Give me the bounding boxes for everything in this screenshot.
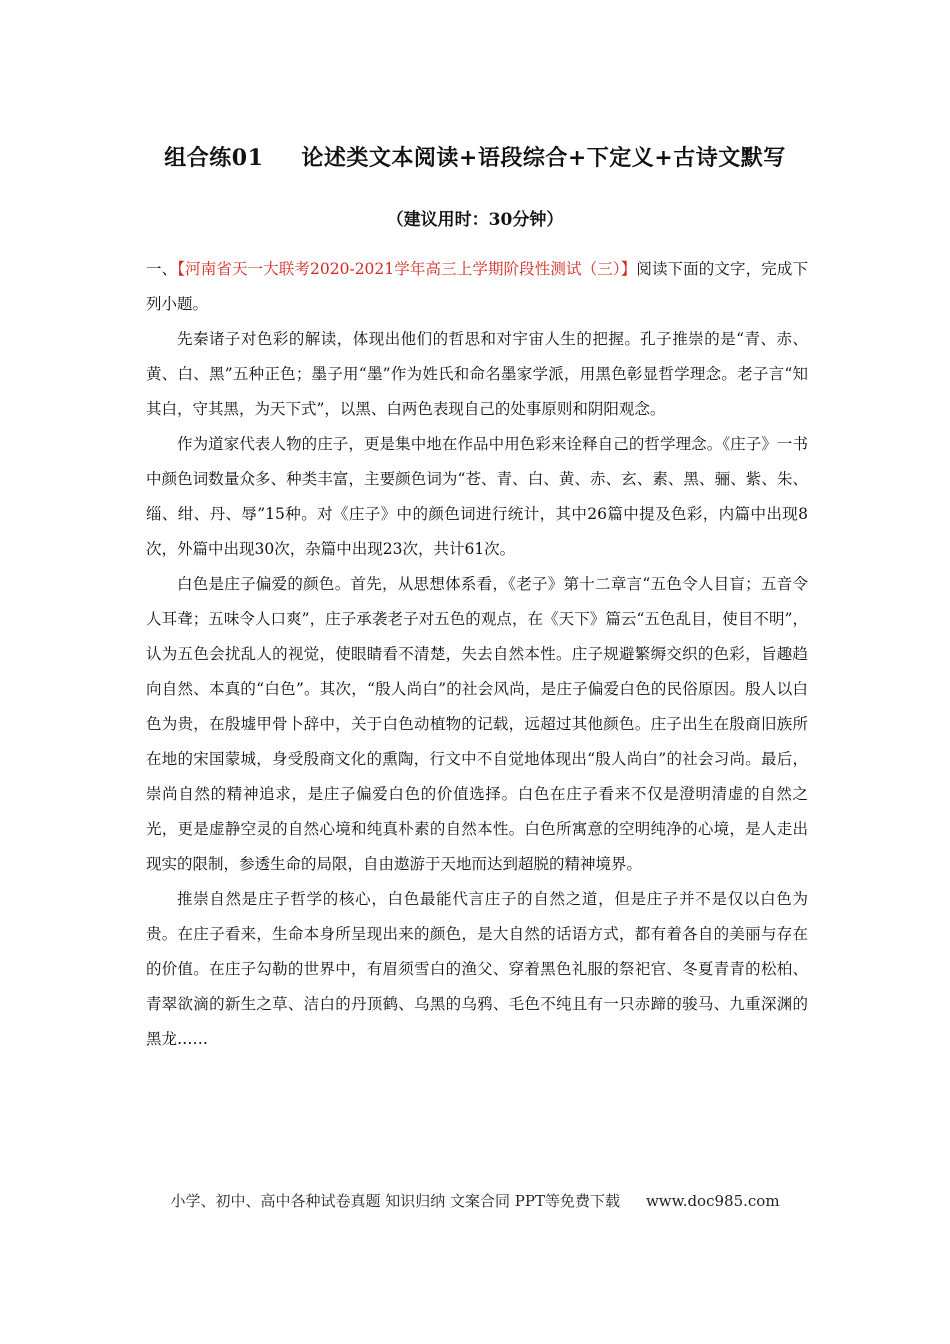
page-footer (0, 1190, 950, 1211)
passage-paragraph-4: 推崇自然是庄子哲学的核心，白色最能代言庄子的自然之道，但是庄子并不是仅以白色为贵。在庄子看来，生命本身所呈现出来的颜色，是大自然的话语方式，都有着各自的美丽与存在的价值。在庄子勾勒的世界中，有眉须雪白的渔父、穿着黑色礼服的祭祀官、冬夏青青的松柏、青翠欲滴的新生之草、洁白的丹顶鹤、乌黑的乌鸦、毛色不纯且有一只赤蹄的骏马、九重深渊的黑龙…… (146, 890, 808, 1048)
title-series: 组合练01 (164, 145, 264, 171)
page-title (0, 141, 950, 172)
question-number: 一、 (146, 260, 178, 278)
passage-paragraph-3: 白色是庄子偏爱的颜色。首先，从思想体系看，《老子》第十二章言“五色令人目盲；五音令人耳聋；五味令人口爽”，庄子承袭老子对五色的观点，在《天下》篇云“五色乱目，使目不明”，认为五色会扰乱人的视觉，使眼睛看不清楚，失去自然本性。庄子规避繁缛交织的色彩，旨趣趋向自然、本真的“白色”。其次，“殷人尚白”的社会风尚，是庄子偏爱白色的民俗原因。殷人以白色为贵，在殷墟甲骨卜辞中，关于白色动植物的记载，远超过其他颜色。庄子出生在殷商旧族所在地的宋国蒙城，身受殷商文化的熏陶，行文中不自觉地体现出“殷人尚白”的社会习尚。最后，崇尚自然的精神追求，是庄子偏爱白色的价值选择。白色在庄子看来不仅是澄明清虚的自然之光，更是虚静空灵的自然心境和纯真朴素的自然本性。白色所寓意的空明纯净的心境，是人走出现实的限制，参透生命的局限，自由遨游于天地而达到超脱的精神境界。 (146, 575, 808, 873)
passage-paragraph-1: 先秦诸子对色彩的解读，体现出他们的哲思和对宇宙人生的把握。孔子推崇的是“青、赤、黄、白、黑”五种正色；墨子用“墨”作为姓氏和命名墨家学派，用黑色彰显哲学理念。老子言“知其白，守其黑，为天下式”，以黑、白两色表现自己的处事原则和阴阳观念。 (146, 330, 808, 418)
footer-text: 小学、初中、高中各种试卷真题 知识归纳 文案合同 PPT等免费下载 (170, 1192, 620, 1210)
question-instruction: 阅读下面的文字，完成下列小题。 (146, 260, 808, 313)
question-intro (146, 252, 808, 322)
title-topic: 论述类文本阅读+语段综合+下定义+古诗文默写 (301, 145, 786, 171)
time-hint: （建议用时：30分钟） (386, 210, 564, 230)
footer-url[interactable]: www.doc985.com (645, 1192, 780, 1210)
passage-paragraph-2: 作为道家代表人物的庄子，更是集中地在作品中用色彩来诠释自己的哲学理念。《庄子》一书中颜色词数量众多、种类丰富，主要颜色词为“苍、青、白、黄、赤、玄、素、黑、骊、紫、朱、缁、绀、丹、辱”15种。对《庄子》中的颜色词进行统计，其中26篇中提及色彩，内篇中出现8次，外篇中出现30次，杂篇中出现23次，共计61次。 (146, 435, 808, 558)
question-source: 【河南省天一大联考2020-2021学年高三上学期阶段性测试（三）】 (177, 260, 637, 278)
question-body (146, 252, 808, 1057)
